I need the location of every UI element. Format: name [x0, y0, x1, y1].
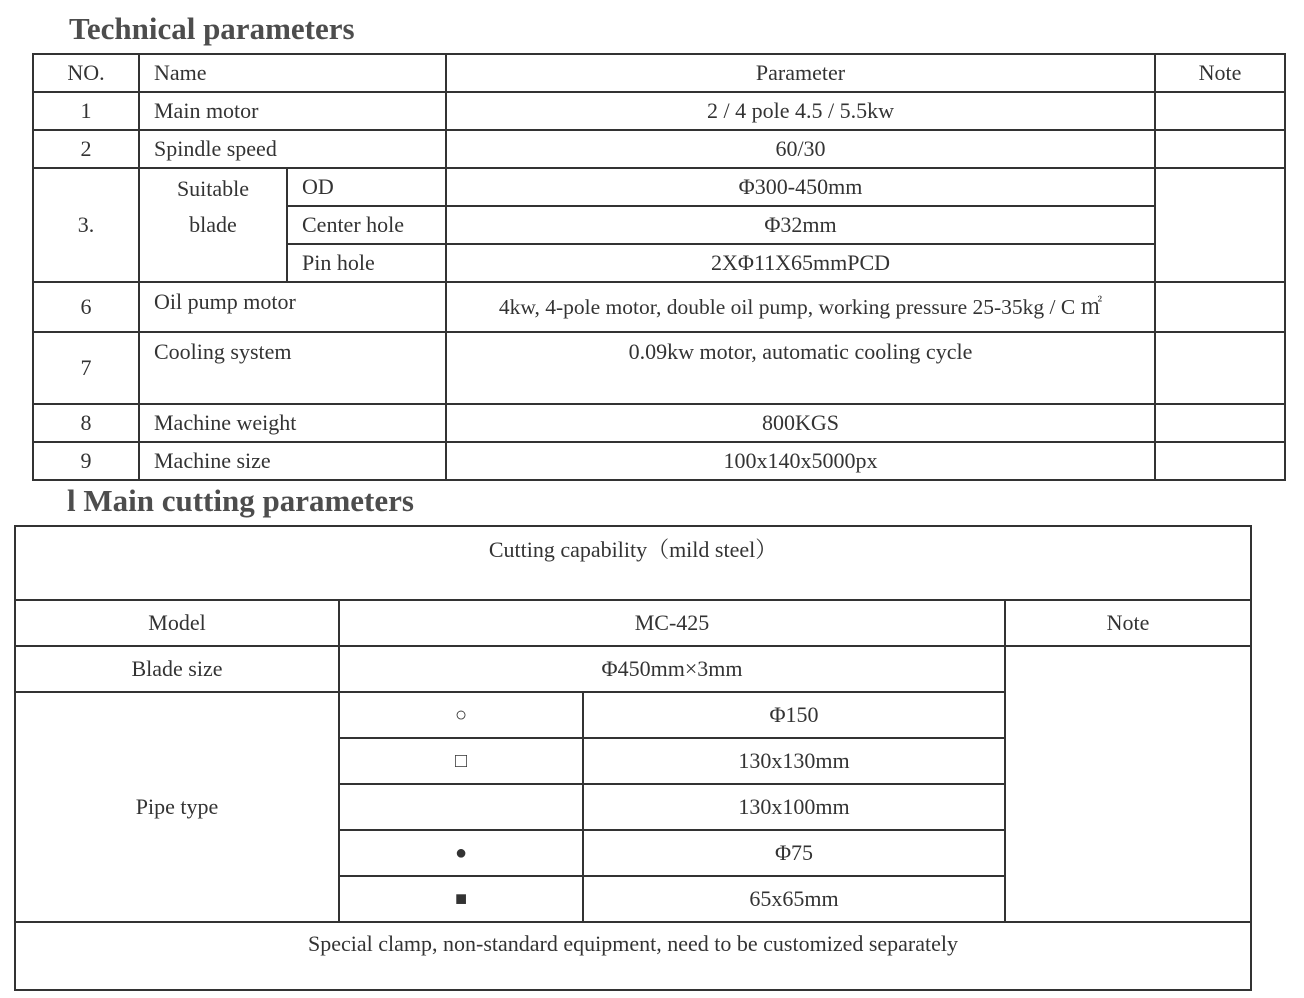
row-no: 1	[33, 92, 139, 130]
blade-sub-label: Center hole	[287, 206, 446, 244]
row-no: 6	[33, 282, 139, 332]
pipe-type-label: Pipe type	[15, 692, 339, 922]
cutting-parameters-table	[14, 525, 1252, 991]
model-label: Model	[15, 600, 339, 646]
row-parameter: 4kw, 4-pole motor, double oil pump, working pressure 25-35kg / C ㎡	[446, 282, 1155, 332]
technical-parameters-table	[32, 53, 1286, 481]
blade-size-label: Blade size	[15, 646, 339, 692]
table-row	[33, 130, 1285, 168]
solid-round-symbol: ●	[339, 830, 583, 876]
note-label: Note	[1005, 600, 1251, 646]
pipe-value: 65x65mm	[583, 876, 1005, 922]
header-name: Name	[139, 54, 446, 92]
blade-sub-label: OD	[287, 168, 446, 206]
row-no: 9	[33, 442, 139, 480]
main-cutting-parameters-heading: l Main cutting parameters	[67, 483, 414, 518]
header-no: NO.	[33, 54, 139, 92]
blade-sub-parameter: Φ32mm	[446, 206, 1155, 244]
row-name: Spindle speed	[139, 130, 446, 168]
blade-name-line2: blade	[189, 212, 237, 237]
table-row	[33, 168, 1285, 206]
header-parameter: Parameter	[446, 54, 1155, 92]
blade-name-cell	[139, 168, 287, 282]
note-cell	[1005, 646, 1251, 922]
row-name: Main motor	[139, 92, 446, 130]
row-parameter: 60/30	[446, 130, 1155, 168]
row-parameter: 2 / 4 pole 4.5 / 5.5kw	[446, 92, 1155, 130]
technical-parameters-heading: Technical parameters	[69, 11, 355, 46]
row-parameter: 100x140x5000px	[446, 442, 1155, 480]
table-header-row	[33, 54, 1285, 92]
row-no: 3.	[33, 168, 139, 282]
solid-square-symbol: ■	[339, 876, 583, 922]
table-row	[15, 600, 1251, 646]
row-name: Machine weight	[139, 404, 446, 442]
square-pipe-symbol: □	[339, 738, 583, 784]
row-name: Cooling system	[139, 332, 446, 404]
table-row	[33, 404, 1285, 442]
table-row	[15, 526, 1251, 600]
row-note	[1155, 92, 1285, 130]
table-row	[33, 92, 1285, 130]
header-note: Note	[1155, 54, 1285, 92]
blade-sub-label: Pin hole	[287, 244, 446, 282]
row-note	[1155, 332, 1285, 404]
table-row	[33, 442, 1285, 480]
blade-sub-parameter: Φ300-450mm	[446, 168, 1155, 206]
pipe-value: Φ75	[583, 830, 1005, 876]
row-note	[1155, 442, 1285, 480]
blade-sub-parameter: 2XΦ11X65mmPCD	[446, 244, 1155, 282]
blade-size-value: Φ450mm×3mm	[339, 646, 1005, 692]
row-note	[1155, 404, 1285, 442]
pipe-value: 130x130mm	[583, 738, 1005, 784]
row-note	[1155, 168, 1285, 282]
blade-name-line1: Suitable	[176, 176, 250, 201]
round-pipe-symbol: ○	[339, 692, 583, 738]
row-note	[1155, 282, 1285, 332]
row-name: Oil pump motor	[139, 282, 446, 332]
rect-pipe-symbol	[339, 784, 583, 830]
row-parameter: 800KGS	[446, 404, 1155, 442]
model-value: MC-425	[339, 600, 1005, 646]
pipe-value: Φ150	[583, 692, 1005, 738]
row-parameter: 0.09kw motor, automatic cooling cycle	[446, 332, 1155, 404]
table-row	[33, 332, 1285, 404]
table-row	[33, 282, 1285, 332]
pipe-value: 130x100mm	[583, 784, 1005, 830]
row-name: Machine size	[139, 442, 446, 480]
footer-note: Special clamp, non-standard equipment, need to be customized separately	[15, 922, 1251, 990]
row-no: 7	[33, 332, 139, 404]
table-row	[15, 922, 1251, 990]
row-no: 8	[33, 404, 139, 442]
cutting-capability-caption: Cutting capability（mild steel）	[15, 526, 1251, 600]
row-note	[1155, 130, 1285, 168]
row-no: 2	[33, 130, 139, 168]
table-row	[15, 646, 1251, 692]
